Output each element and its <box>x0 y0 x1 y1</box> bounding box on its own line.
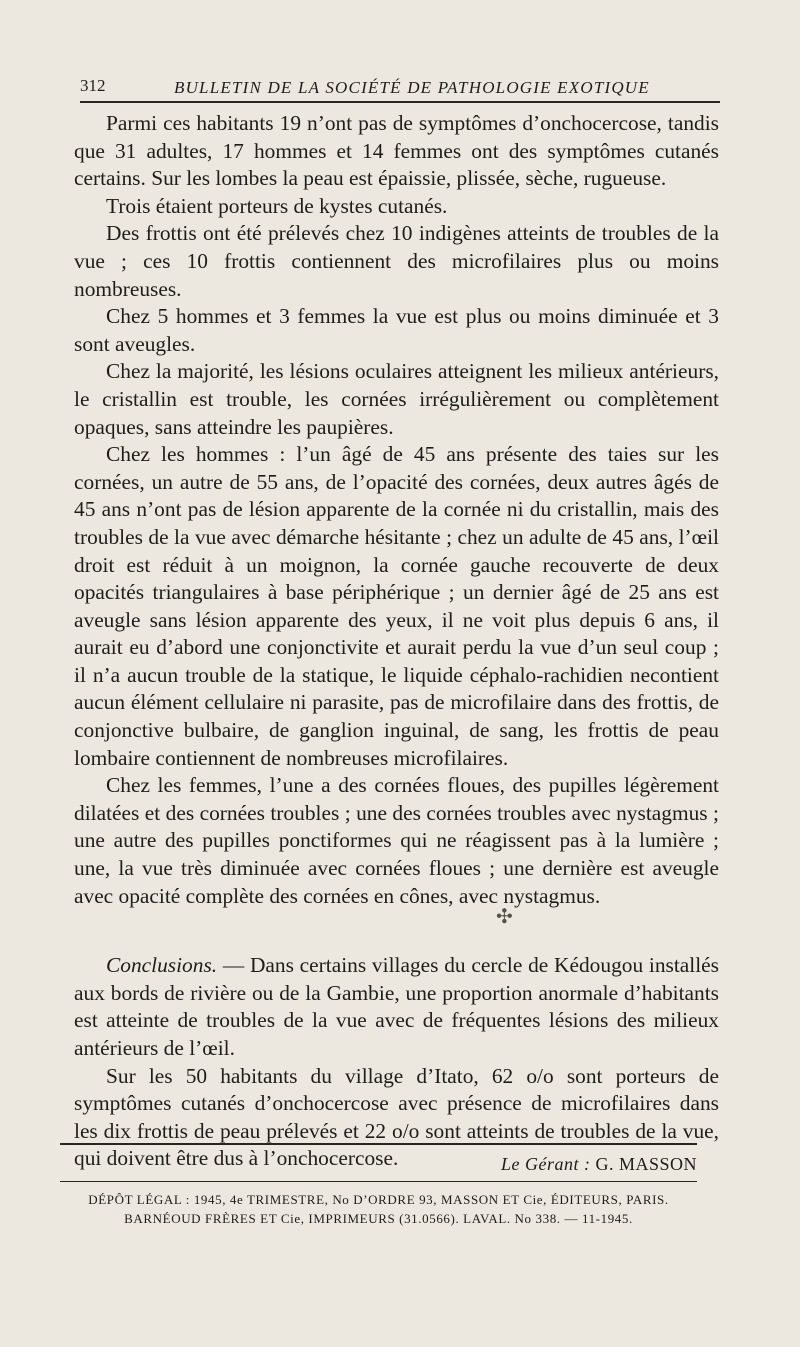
paragraph: Chez les femmes, l’une a des cornées floues, des pupilles légèrement dilatées et des cornées troubles ; une des cornées troubles avec nystagmus ; une autre des pupilles ponctiformes qui ne réagissent pas à la lumière ; une, la vue très diminuée avec cornées floues ; une dernière est aveugle avec opacité complète des cornées en cônes, avec nystagmus. <box>74 773 719 908</box>
conclusions-paragraph <box>74 952 719 1062</box>
imprint-line: BARNÉOUD FRÈRES ET Cie, IMPRIMEURS (31.0566). LAVAL. No 338. — 11-1945. <box>124 1211 633 1226</box>
gerant-name: G. MASSON <box>590 1154 697 1174</box>
conclusions-text: — Dans certains villages du cercle de Kédougou installés aux bords de rivière ou de la Gambie, une proportion anormale d’habitants est atteinte de troubles de la vue avec de fréquentes lésions des milieux antérieurs de l’œil. <box>74 953 719 1060</box>
gerant-label: Le Gérant : <box>500 1154 591 1174</box>
header-rule <box>80 101 720 103</box>
running-title: BULLETIN DE LA SOCIÉTÉ DE PATHOLOGIE EXOTIQUE <box>174 78 650 97</box>
conclusions-second-paragraph: Sur les 50 habitants du village d’Itato, 62 o/o sont porteurs de symptômes cutanés d’onchocercose avec présence de microfilaires dans les dix frottis de peau prélevés et 22 o/o sont atteints de troubles de la vue, qui doivent être dus à l’onchocercose. <box>74 1063 719 1171</box>
conclusions-label: Conclusions. <box>106 953 218 978</box>
paragraph: Chez la majorité, les lésions oculaires atteignent les milieux antérieurs, le cristallin est trouble, les cornées irrégulièrement ou complètement opaques, sans atteindre les paupières. <box>74 359 719 439</box>
ink-blot-icon: ✣ <box>496 906 513 928</box>
footer-rule <box>60 1143 697 1145</box>
paragraph: Des frottis ont été prélevés chez 10 indigènes atteints de troubles de la vue ; ces 10 frottis contiennent des microfilaires plus ou moins nombreuses. <box>74 221 719 301</box>
gerant-line <box>60 1154 697 1175</box>
page-header <box>80 76 720 104</box>
footer-rule-thin <box>60 1181 697 1182</box>
page-number: 312 <box>80 76 106 95</box>
paragraph: Chez 5 hommes et 3 femmes la vue est plus ou moins diminuée et 3 sont aveugles. <box>74 304 719 356</box>
paragraph: Chez les hommes : l’un âgé de 45 ans présente des taies sur les cornées, un autre de 55 ans, de l’opacité des cornées, deux autres âgés de 45 ans n’ont pas de lésion apparente de la cornée ni du cristallin, mais des troubles de la vue avec démarche hésitante ; chez un adulte de 45 ans, l’œil droit est réduit à un moignon, la cornée gauche recouverte de deux opacités triangulaires à base périphérique ; un dernier âgé de 25 ans est aveugle sans lésion apparente des yeux, il ne voit plus depuis 6 ans, il aurait eu d’abord une conjonctivite et aurait perdu la vue d’un seul coup ; il n’a aucun trouble de la statique, le liquide céphalo-rachidien necontient aucun élément cellulaire ni parasite, pas de microfilaire dans des frottis, de conjonctive bulbaire, de ganglion inguinal, de sang, les frottis de peau lombaire contiennent de nombreuses microfilaires. <box>74 442 719 770</box>
paragraph: Parmi ces habitants 19 n’ont pas de symptômes d’onchocercose, tandis que 31 adultes, 17 hommes et 14 femmes ont des symptômes cutanés certains. Sur les lombes la peau est épaissie, plissée, sèche, rugueuse. <box>74 111 719 191</box>
article-body <box>74 110 719 1173</box>
imprint <box>60 1190 697 1228</box>
paragraph: Trois étaient porteurs de kystes cutanés. <box>106 193 448 218</box>
imprint-line: DÉPÔT LÉGAL : 1945, 4e TRIMESTRE, No D’ORDRE 93, MASSON ET Cie, ÉDITEURS, PARIS. <box>88 1192 669 1207</box>
